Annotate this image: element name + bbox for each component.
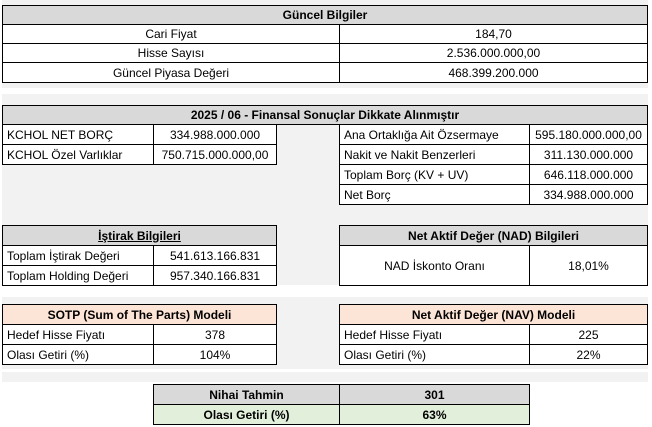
guncel-row-label: Cari Fiyat (2, 24, 340, 44)
finansal-left-value: 334.988.000.000 (153, 124, 277, 145)
istirak-title (2, 225, 277, 246)
sotp-row-value: 378 (153, 324, 277, 345)
band-bottom (2, 372, 648, 382)
guncel-row-label: Güncel Piyasa Değeri (2, 62, 340, 83)
nihai-label: Nihai Tahmin (153, 384, 340, 405)
guncel-row-label: Hisse Sayısı (2, 43, 340, 63)
nihai-value: 301 (339, 384, 530, 405)
finansal-right-value: 595.180.000.000,00 (529, 124, 648, 145)
finansal-right-label: Ana Ortaklığa Ait Özsermaye (339, 124, 530, 145)
finansal-right-label: Nakit ve Nakit Benzerleri (339, 144, 530, 165)
nav-row-value: 225 (529, 324, 648, 345)
guncel-row-value: 2.536.000.000,00 (339, 43, 648, 63)
finansal-right-value: 334.988.000.000 (529, 184, 648, 205)
nad-value: 18,01% (529, 245, 648, 286)
guncel-title: Güncel Bilgiler (2, 5, 648, 25)
finansal-right-label: Net Borç (339, 184, 530, 205)
finansal-left-label: KCHOL Özel Varlıklar (2, 144, 154, 165)
nav-row-value: 22% (529, 344, 648, 365)
finansal-right-label: Toplam Borç (KV + UV) (339, 164, 530, 185)
nihai-getiri-value: 63% (339, 404, 530, 425)
istirak-title-text: İştirak Bilgileri (98, 228, 181, 243)
finansal-left-label: KCHOL NET BORÇ (2, 124, 154, 145)
istirak-row-label: Toplam İştirak Değeri (2, 245, 154, 266)
finansal-right-value: 311.130.000.000 (529, 144, 648, 165)
nav-title: Net Aktif Değer (NAV) Modeli (339, 304, 648, 325)
finansal-title: 2025 / 06 - Finansal Sonuçlar Dikkate Alınmıştır (2, 105, 648, 125)
istirak-row-label: Toplam Holding Değeri (2, 265, 154, 286)
nav-row-label: Olası Getiri (%) (339, 344, 530, 365)
nav-row-label: Hedef Hisse Fiyatı (339, 324, 530, 345)
guncel-row-value: 468.399.200.000 (339, 62, 648, 83)
sotp-row-label: Olası Getiri (%) (2, 344, 154, 365)
sotp-title: SOTP (Sum of The Parts) Modeli (2, 304, 277, 325)
guncel-row-value: 184,70 (339, 24, 648, 44)
finansal-right-value: 646.118.000.000 (529, 164, 648, 185)
istirak-row-value: 541.613.166.831 (153, 245, 277, 266)
sotp-row-value: 104% (153, 344, 277, 365)
finansal-left-value: 750.715.000.000,00 (153, 144, 277, 165)
nad-title: Net Aktif Değer (NAD) Bilgileri (339, 225, 648, 246)
sotp-row-label: Hedef Hisse Fiyatı (2, 324, 154, 345)
nad-label: NAD İskonto Oranı (339, 245, 530, 286)
istirak-row-value: 957.340.166.831 (153, 265, 277, 286)
nihai-getiri-label: Olası Getiri (%) (153, 404, 340, 425)
